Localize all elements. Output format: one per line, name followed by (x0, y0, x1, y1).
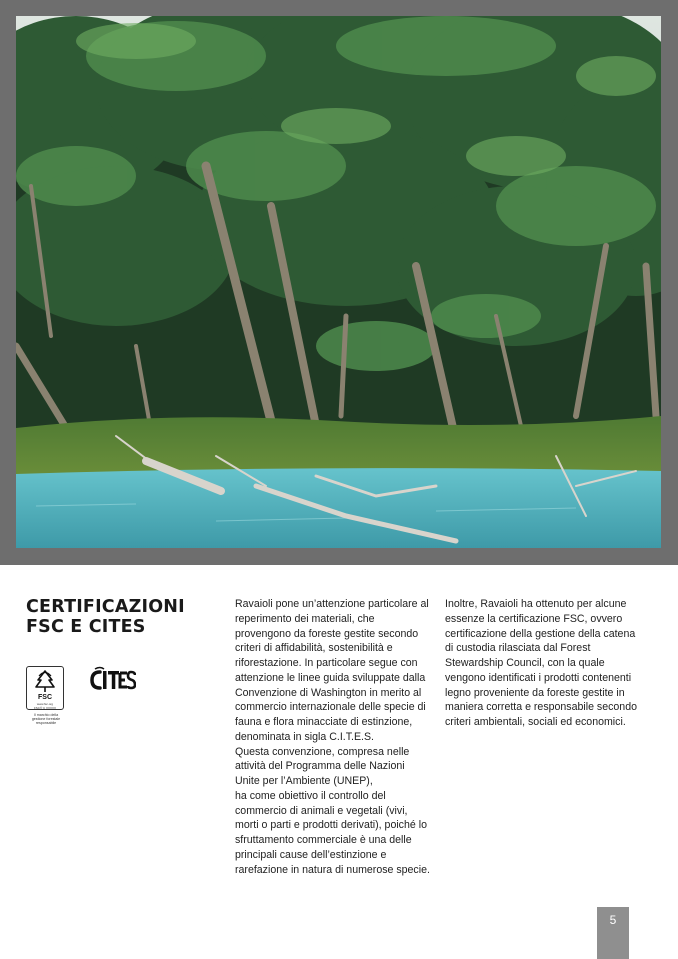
fsc-caption-line-1: Il marchio della (33, 713, 59, 717)
fsc-label: FSC (38, 694, 52, 701)
fsc-logo (26, 666, 64, 710)
page-number: 5 (609, 913, 617, 927)
section-title (26, 597, 185, 637)
column2-paragraph-1: Inoltre, Ravaioli ha ottenuto per alcune essenze la certificazione FSC, ovvero certificazione della gestione della catena di custodia rilasciata dal Forest Stewardship Council, con la quale vengono identificati i prodotti contenenti legno proveniente da foreste gestite in maniera corretta e responsabile secondo criteri ambientali, sociali ed economici. (445, 598, 637, 728)
column1-paragraph-1: Ravaioli pone un’attenzione particolare al reperimento dei materiali, che provengono da foreste gestite secondo criteri di affidabilità, sostenibilità e riforestazione. In particolare segue con attenzione le linee guida sviluppate dalla Convenzione di Washington in merito al commercio internazionale delle specie di fauna e flora minacciate di estinzione, denominata in sigla C.I.T.E.S. (235, 598, 429, 743)
fsc-code: FSC® C XXXXX (33, 706, 57, 710)
certification-logos (26, 666, 146, 730)
section-title-line-1: CERTIFICAZIONI (26, 597, 185, 617)
fsc-caption-line-2: gestione forestale (31, 717, 61, 722)
column1-paragraph-2: Questa convenzione, compresa nelle attività del Programma delle Nazioni Unite per l’Ambiente (UNEP), (235, 745, 410, 787)
text-column-1 (235, 597, 431, 877)
section-title-line-2: FSC E CITES (26, 617, 146, 637)
cites-logo (90, 666, 136, 694)
column1-paragraph-3: ha come obiettivo il controllo del commercio di animali e vegetali (vivi, morti o parti e prodotti derivati), poiché lo sfruttamento commerciale è una delle principali cause dell’estinzione e rarefazione in natura di numerose specie. (235, 789, 430, 876)
page-number-tab (597, 907, 629, 959)
forest-river-illustration (16, 16, 661, 548)
fsc-tree-icon (27, 668, 63, 694)
fsc-url: www.fsc.org (36, 702, 54, 706)
forest-river-photo (16, 16, 661, 548)
text-column-2 (445, 597, 645, 730)
fsc-caption (26, 713, 66, 726)
fsc-caption-line-3: responsabile (35, 721, 57, 726)
